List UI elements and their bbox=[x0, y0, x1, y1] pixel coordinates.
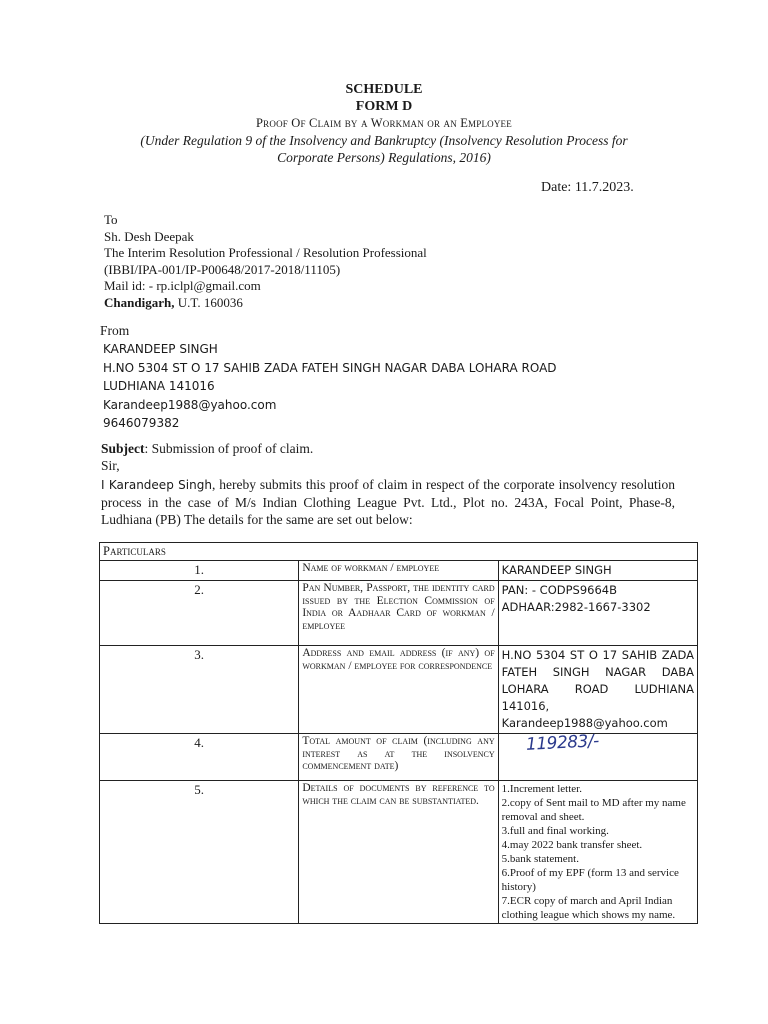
row-particular: Details of documents by reference to which the claim can be substantiated. bbox=[299, 781, 498, 924]
document-item: 6.Proof of my EPF (form 13 and service history) bbox=[501, 867, 679, 893]
regulation-line-1: (Under Regulation 9 of the Insolvency and Bankruptcy (Insolvency Resolution Process for bbox=[140, 133, 628, 148]
table-row bbox=[100, 781, 698, 924]
subject-label: Subject bbox=[101, 441, 145, 456]
table-row bbox=[100, 734, 698, 781]
recipient-city-name: Chandigarh, bbox=[104, 294, 175, 310]
salutation: Sir, bbox=[101, 458, 120, 473]
row-value: H.NO 5304 ST O 17 SAHIB ZADA FATEH SINGH NAGAR DABA LOHARA ROAD LUDHIANA 141016, Karandeep1988@yahoo.com bbox=[498, 646, 697, 734]
table-header-row bbox=[100, 543, 698, 561]
recipient-name: Sh. Desh Deepak bbox=[104, 228, 194, 244]
recipient-city-rest: U.T. 160036 bbox=[174, 294, 243, 310]
row-number: 5. bbox=[100, 781, 299, 924]
table-row bbox=[100, 581, 698, 646]
letter-date: Date: 11.7.2023. bbox=[541, 180, 634, 195]
document-item: 3.full and final working. bbox=[501, 825, 609, 837]
claim-table bbox=[99, 542, 698, 924]
row-number: 4. bbox=[100, 734, 299, 781]
form-title: Proof Of Claim by a Workman or an Employee bbox=[256, 116, 512, 130]
sender-phone: 9646079382 bbox=[103, 416, 180, 430]
pan-value: PAN: - CODPS9664B bbox=[501, 583, 617, 597]
row-value bbox=[498, 781, 697, 924]
document-item: 2.copy of Sent mail to MD after my name removal and sheet. bbox=[501, 797, 686, 823]
row-value bbox=[498, 731, 697, 781]
sender-name: KARANDEEP SINGH bbox=[103, 342, 218, 356]
recipient-reg-no: (IBBI/IPA-001/IP-P00648/2017-2018/11105) bbox=[104, 261, 341, 277]
schedule-heading: SCHEDULE bbox=[345, 82, 423, 97]
row-particular: Address and email address (if any) of workman / employee for correspondence bbox=[299, 646, 498, 734]
row-number: 3. bbox=[100, 646, 299, 734]
document-item: 4.may 2022 bank transfer sheet. bbox=[501, 839, 643, 851]
to-label: To bbox=[104, 212, 118, 227]
document-item: 1.Increment letter. bbox=[501, 783, 582, 795]
row-particular: Total amount of claim (including any interest as at the insolvency commencement date) bbox=[299, 734, 498, 781]
row-number: 2. bbox=[100, 581, 299, 646]
recipient-block bbox=[104, 212, 427, 311]
body-paragraph bbox=[101, 476, 675, 528]
document-item: 7.ECR copy of march and April Indian clothing league which shows my name. bbox=[501, 895, 676, 921]
sender-address-1: H.NO 5304 ST O 17 SAHIB ZADA FATEH SINGH NAGAR DABA LOHARA ROAD bbox=[103, 360, 557, 375]
subject-line bbox=[101, 441, 313, 457]
row-number: 1. bbox=[100, 561, 299, 581]
subject-text: : Submission of proof of claim. bbox=[144, 441, 314, 456]
sender-email: Karandeep1988@yahoo.com bbox=[103, 397, 277, 412]
table-row bbox=[100, 561, 698, 581]
recipient-designation: The Interim Resolution Professional / Resolution Professional bbox=[104, 245, 427, 260]
sender-address-2: LUDHIANA 141016 bbox=[103, 379, 215, 393]
body-first: I Karandeep Singh bbox=[101, 478, 212, 492]
row-particular: Pan Number, Passport, the identity card issued by the Election Commission of India or Aadhaar Card of workman / employee bbox=[299, 581, 498, 646]
recipient-city bbox=[104, 295, 427, 312]
regulation-line-2: Corporate Persons) Regulations, 2016) bbox=[277, 150, 491, 165]
row-value bbox=[498, 581, 697, 646]
row-value: KARANDEEP SINGH bbox=[498, 561, 697, 581]
table-row bbox=[100, 646, 698, 734]
aadhaar-value: ADHAAR:2982-1667-3302 bbox=[501, 600, 651, 614]
body-rest: , hereby submits this proof of claim in respect of the corporate insolvency resolution process in the case of M/s Indian Clothing League Pvt. Ltd., Plot no. 243A, Focal Point, Phase-8, Ludhiana (PB) The details for the same are set out below: bbox=[101, 477, 675, 527]
from-label: From bbox=[100, 323, 130, 338]
document-item: 5.bank statement. bbox=[501, 853, 579, 865]
row-particular: Name of workman / employee bbox=[299, 561, 498, 581]
sender-block bbox=[103, 340, 557, 433]
form-heading: FORM D bbox=[355, 99, 413, 114]
claim-amount-handwritten: 119283/- bbox=[525, 731, 599, 755]
recipient-mail: Mail id: - rp.iclpl@gmail.com bbox=[104, 278, 261, 293]
table-header: Particulars bbox=[100, 543, 698, 561]
